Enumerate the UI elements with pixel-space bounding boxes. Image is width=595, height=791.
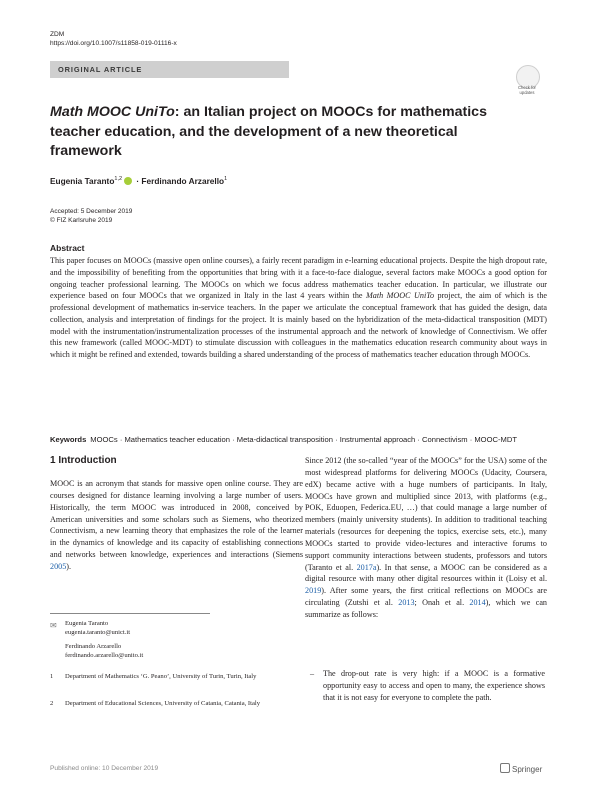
affiliation-number: 2 (50, 700, 54, 707)
contact-email[interactable]: ferdinando.arzarello@unito.it (65, 652, 144, 660)
correspondence-1 (50, 619, 300, 639)
abstract-project-name: Math MOOC UniTo (366, 291, 435, 301)
keywords-list: MOOCs · Mathematics teacher education · Meta-didactical transposition · Instrumental approach · Connectivism · MOOC-MDT (90, 435, 517, 444)
contact-2 (65, 642, 295, 660)
article-title (50, 103, 510, 162)
intro-right-text-c: ). After some years, the first critical reflections on MOOCs are circulating (Zutshi et al. (305, 586, 547, 608)
article-type-band (50, 61, 289, 78)
author-1[interactable]: Eugenia Taranto (50, 176, 115, 186)
affiliation-number: 1 (50, 673, 54, 680)
keywords (50, 434, 547, 446)
footnote-divider (50, 613, 210, 614)
affiliation-2 (50, 699, 300, 719)
citation-link[interactable]: 2017a (356, 562, 377, 572)
contact-name: Eugenia Taranto (65, 620, 109, 627)
title-italic: Math MOOC UniTo (50, 104, 175, 120)
intro-right-text-a: Since 2012 (the so-called “year of the MOOCs” for the USA) some of the most widespread platforms for delivering MOOCs (Udacity, Coursera, edX) became active with a huge numbers of participants. In Italy, MOOCs have grown and multiplied since 2013, with platforms (e.g., POK, Eduopen, Federica.EU, …) that could manage a large number of members (mainly university students). In addition to traditional teaching materials (resources for deepening the topics, exercise sets, etc.), many MOOCs started to provide video-lectures and interactive forums to support community interactions between students, professors and tutors (Taranto et al. (305, 456, 547, 572)
contact-1 (65, 619, 295, 637)
author-2-affil: 1 (224, 176, 228, 183)
affiliation-1 (50, 672, 300, 692)
publisher-name: Springer (512, 765, 543, 774)
correspondence-2 (50, 642, 300, 662)
list-bullet: – (310, 669, 315, 678)
author-list (50, 176, 227, 186)
publisher-logo (500, 763, 542, 774)
intro-right-text-e: ), which we can summarize as follows: (305, 598, 547, 619)
badge-label: Check for updates (518, 85, 536, 95)
envelope-icon: ✉ (50, 621, 57, 630)
affiliation-text: Department of Educational Sciences, University of Catania, Catania, Italy (65, 700, 260, 707)
citation-link[interactable]: 2005 (50, 561, 67, 571)
author-separator: · (134, 176, 142, 186)
check-for-updates-badge[interactable] (512, 65, 542, 99)
accepted-date: Accepted: 5 December 2019 (50, 208, 133, 215)
copyright: © FIZ Karlsruhe 2019 (50, 217, 113, 224)
intro-right-paragraph (305, 455, 547, 621)
springer-horse-icon (500, 763, 510, 773)
intro-left-paragraph (50, 478, 303, 573)
abstract-heading: Abstract (50, 243, 85, 253)
contact-email[interactable]: eugenia.taranto@unict.it (65, 629, 131, 637)
article-type: ORIGINAL ARTICLE (58, 65, 143, 74)
author-1-affil: 1,2 (114, 176, 123, 183)
abstract-part-2: project, the aim of which is the professional development of mathematics in-service teachers. In the paper we articulate the conceptual framework that has guided the design, data collection, analysis and interpretation of findings for the project. It is mainly based on the hybridization of the meta-didactical transposition (MDT) model with the instrumentation/instrumentalization processes of the instrumental approach and the network of knowledge of Connectivism. We offer this new framework (called MOOC-MDT) to stimulate discussion with colleagues in the mathematics education research community about ways in which it might be refined and extended, towards building a shared understanding of the process of mathematics teacher education through MOOCs. (50, 291, 547, 359)
keywords-label: Keywords (50, 435, 87, 444)
intro-left-end: ). (66, 561, 71, 571)
author-2[interactable]: Ferdinando Arzarello (141, 176, 225, 186)
published-online: Published online: 10 December 2019 (50, 765, 159, 772)
abstract-part-1: This paper focuses on MOOCs (massive open online courses), a fairly recent paradigm in e-learning educational projects. Despite the high dropout rate, and the impossibility of benefiting from the opportunities that bring with it a face-to-face dialogue, several factors make MOOCs a good option for ongoing teacher professional learning. The MOOCs on which we focus address mathematics teacher education. In particular, we illustrate our experience based on four MOOCs that we organized in Italy in the last 4 years within the (50, 256, 547, 301)
citation-link[interactable]: 2013 (398, 598, 415, 608)
citation-link[interactable]: 2019 (305, 586, 322, 596)
intro-right-text-d: ; Onah et al. (414, 598, 470, 608)
contact-name: Ferdinando Arzarello (65, 643, 122, 650)
section-heading-introduction: 1 Introduction (50, 455, 117, 466)
affiliation-text: Department of Mathematics ‘G. Peano’, University of Turin, Turin, Italy (65, 673, 257, 680)
title-rest: : an Italian project on MOOCs for mathematics teacher education, and the development of a new theoretical framework (50, 104, 487, 159)
article-dates (50, 207, 132, 225)
doi-link[interactable]: https://doi.org/10.1007/s11858-019-01116-x (50, 40, 177, 47)
intro-right-text-b: ). In that sense, a MOOC can be considered as a digital resource with many other digital resources within it (Loisy et al. (305, 562, 547, 584)
journal-header (50, 30, 177, 48)
orcid-icon[interactable] (124, 177, 132, 185)
abstract-body (50, 255, 547, 361)
list-item-text: The drop-out rate is very high: if a MOOC is a formative opportunity easy to access and open to many, the experience shows that it is not easy for everyone to complete the path. (323, 669, 545, 702)
journal-name: ZDM (50, 31, 65, 38)
citation-link[interactable]: 2014 (469, 598, 486, 608)
intro-left-text: MOOC is an acronym that stands for massive open online course. They are courses designed for distance learning involving a large number of users. Historically, the term MOOC was introduced in 2008, conceived by American universities and some scholars such as Siemens, who theorized Connectivism, a new learning theory that emphasizes the role of the learner in the dynamics of knowledge and its capacity of establishing connections and networks between knowledge, experiences and interactions (Siemens (50, 479, 303, 560)
